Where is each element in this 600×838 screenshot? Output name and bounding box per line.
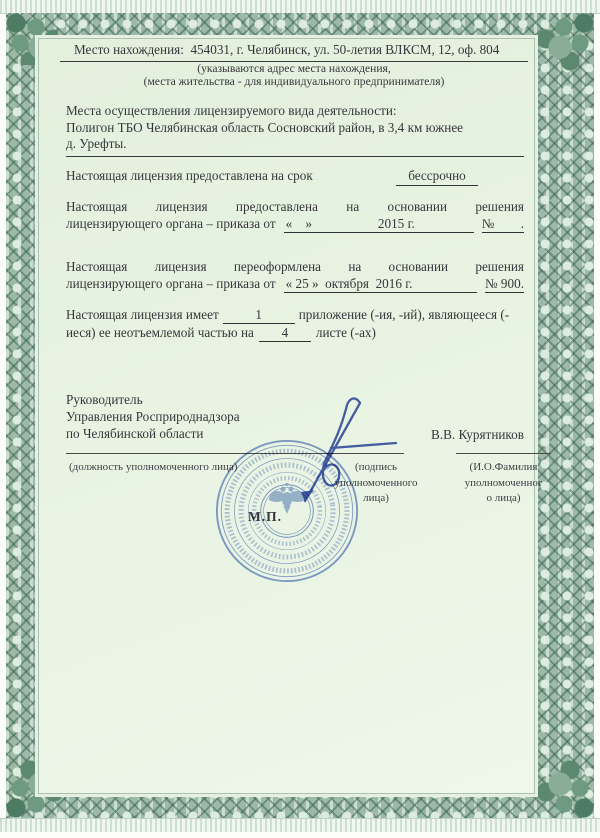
top-perforation-strip [0, 0, 600, 14]
reissued-order-date: « 25 » октября 2016 г. [284, 276, 477, 294]
caption-name-line-1: (И.О.Фамилия [469, 461, 538, 473]
reissued-line-2 [66, 276, 524, 294]
handwritten-signature [264, 391, 399, 551]
appendix-paragraph [66, 306, 524, 342]
license-term-row [66, 168, 524, 185]
location-text: Место нахождения: 454031, г. Челябинск, ул. 50-летия ВЛКСМ, 12, оф. 804 [74, 42, 500, 57]
caption-signature-line-1: (подпись [354, 461, 397, 473]
granted-order-date-blank: « » 2015 г. [284, 216, 474, 234]
location-hint-1: (указываются адрес места нахождения, [197, 61, 391, 75]
caption-name [456, 460, 551, 507]
granted-order-prefix: лицензирующего органа – приказа от [66, 215, 276, 231]
reissued-line-1: Настоящая лицензия переоформлена на основании решения [66, 259, 524, 274]
granted-paragraph [66, 199, 524, 233]
granted-line-2 [66, 216, 524, 234]
appendix-text-1: Настоящая лицензия имеет [66, 307, 219, 322]
signature-rule-right [456, 453, 551, 454]
caption-signature-line-3: лица) [363, 492, 389, 504]
border-corner-ornament-top-right [525, 13, 594, 163]
activity-title: Места осуществления лицензируемого вида деятельности: [66, 103, 397, 118]
activity-places-section [66, 103, 524, 157]
appendix-text-4: листе (-ах) [315, 325, 376, 340]
reissued-order-prefix: лицензирующего органа – приказа от [66, 275, 276, 291]
caption-name-line-2: уполномоченног [464, 476, 543, 489]
location-section [60, 42, 528, 89]
reissued-paragraph [66, 259, 524, 293]
activity-line-1: Полигон ТБО Челябинская область Сосновский район, в 3,4 км южнее [66, 119, 464, 135]
appendix-line-1 [66, 306, 524, 324]
license-term-label: Настоящая лицензия предоставлена на срок [66, 168, 313, 183]
location-hint-2: (места жительства - для индивидуального предпринимателя) [143, 75, 445, 88]
caption-position: (должность уполномоченного лица) [69, 461, 238, 473]
location-line [60, 42, 528, 62]
text-column [66, 39, 543, 793]
signatory-position-line-2: Управления Росприроднадзора [66, 409, 240, 425]
appendix-line-2 [66, 324, 524, 342]
seal-place-mark: М.П. [248, 509, 282, 524]
signatory-position-line-3: по Челябинской области [66, 426, 204, 442]
activity-line-2: д. Урефты. [66, 136, 127, 151]
signatory-position-line-1: Руководитель [66, 392, 143, 407]
reissued-order-number: № 900. [485, 276, 524, 294]
caption-signature-line-2: уполномоченного [334, 476, 418, 489]
appendix-text-2: приложение (-ия, -ий), являющееся (- [298, 307, 510, 322]
appendix-count-blank: 1 [223, 306, 295, 324]
appendix-text-3: иеся) ее неотъемлемой частью на [66, 325, 254, 340]
appendix-sheets-blank: 4 [259, 324, 311, 342]
caption-name-line-3: о лица) [486, 492, 521, 504]
bottom-perforation-strip [0, 818, 600, 832]
border-corner-ornament-bottom-right [525, 698, 594, 818]
document-body-panel [38, 38, 543, 794]
signatory-name: В.В. Курятников [431, 427, 524, 442]
granted-order-number-blank: № . [482, 216, 524, 234]
license-term-value: бессрочно [396, 168, 478, 186]
granted-line-1: Настоящая лицензия предоставлена на основании решения [66, 199, 524, 214]
